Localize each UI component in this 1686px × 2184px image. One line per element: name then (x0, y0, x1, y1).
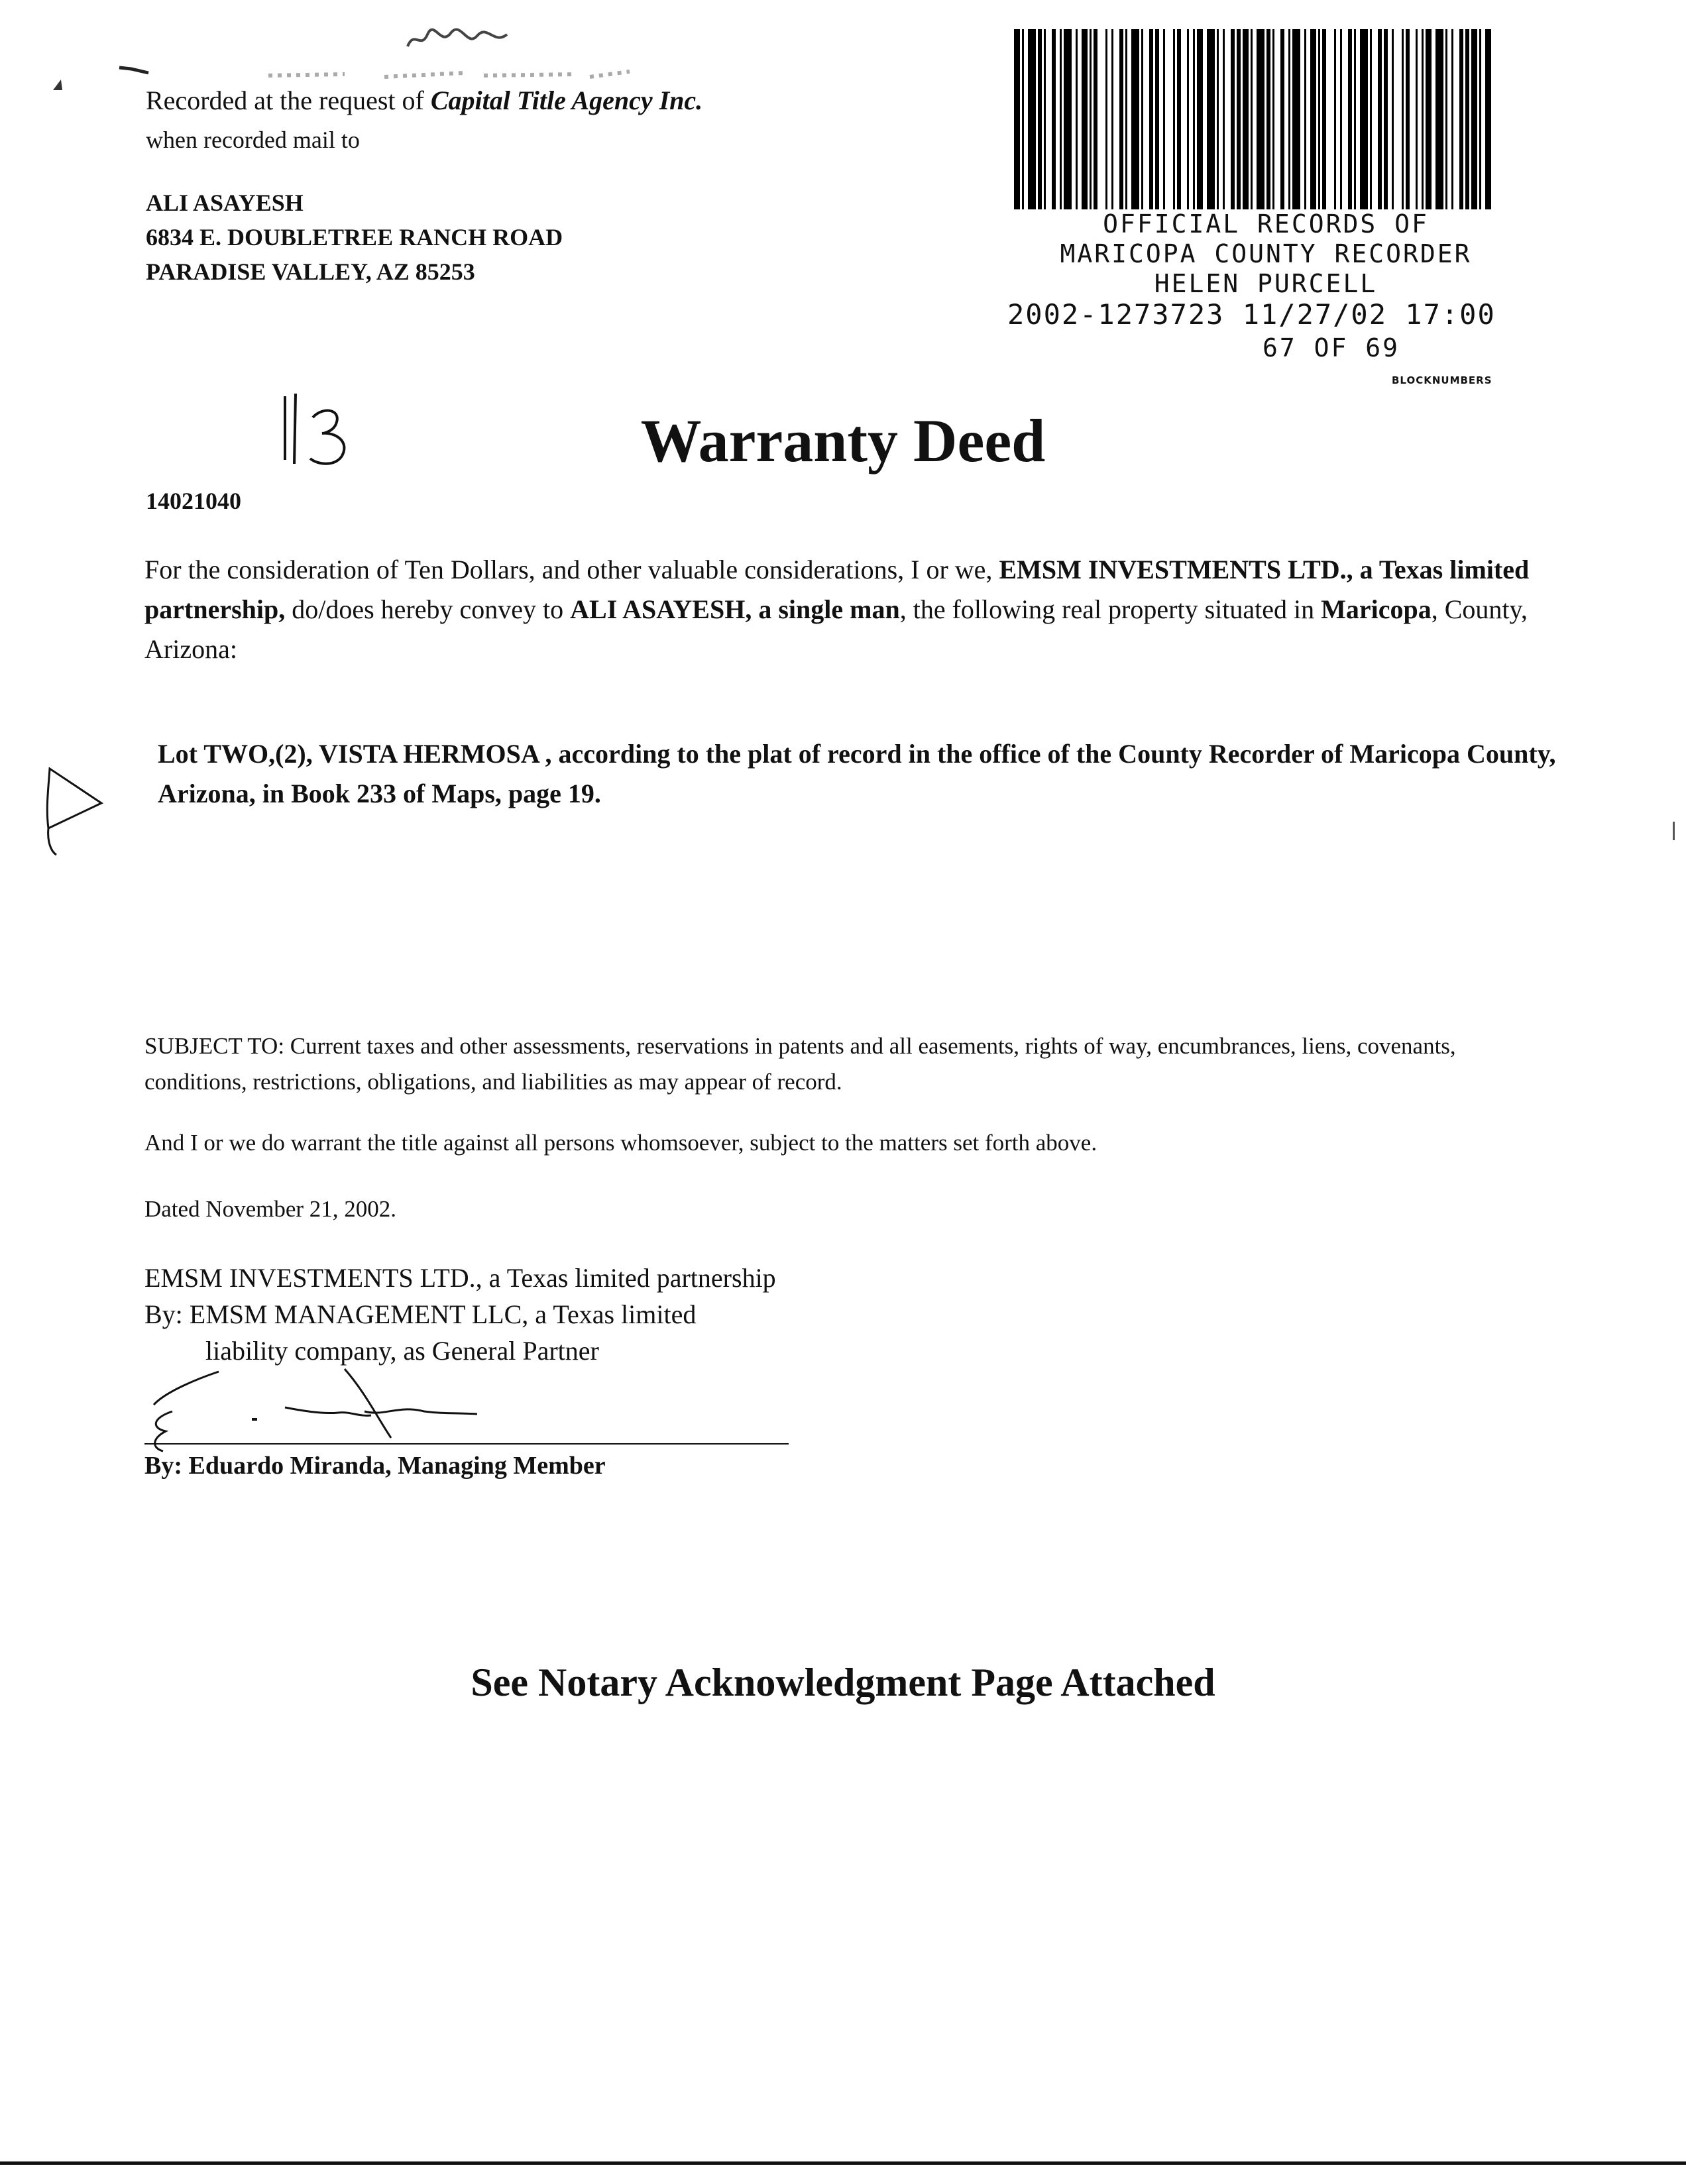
recorder-line-3: HELEN PURCELL (1154, 269, 1378, 298)
signature-grantor-line: EMSM INVESTMENTS LTD., a Texas limited partnership (144, 1263, 776, 1293)
recording-barcode (1014, 29, 1491, 209)
mail-to-address (146, 186, 563, 289)
document-title: Warranty Deed (640, 407, 1046, 474)
mail-to-city: PARADISE VALLEY, AZ 85253 (146, 258, 475, 285)
record-number: 2002-1273723 11/27/02 17:00 (1007, 298, 1496, 331)
bottom-edge-rule (0, 2161, 1686, 2165)
corner-mark (48, 74, 68, 94)
dated-line: Dated November 21, 2002. (144, 1196, 397, 1222)
block-numbers-label: BLOCKNUMBERS (1392, 374, 1492, 386)
legal-description: Lot TWO,(2), VISTA HERMOSA , according to the plat of record in the office of the County Recorder of Maricopa County, Arizona, in Book 233 of Maps, page 19. (158, 739, 1556, 808)
grantee-name: ALI ASAYESH, a single man (570, 594, 900, 624)
title-agency-name: Capital Title Agency Inc. (430, 85, 703, 115)
consideration-text-4: , County, Arizona: (144, 594, 1528, 664)
faint-stamp-mark (265, 61, 636, 87)
subject-to-paragraph: SUBJECT TO: Current taxes and other assessments, reservations in patents and all easements, rights of way, encumbrances, liens, covenants, conditions, restrictions, obligations, and liabilities as may appear of record. (144, 1033, 1456, 1095)
county-name: Maricopa (1321, 594, 1432, 624)
consideration-text-3: , the following real property situated in (899, 594, 1321, 624)
recorded-at-request (146, 85, 702, 116)
page-count: 67 OF 69 (1263, 333, 1400, 362)
top-scribble-mark (404, 27, 510, 53)
notary-notice: See Notary Acknowledgment Page Attached (471, 1661, 1215, 1704)
consideration-text-1: For the consideration of Ten Dollars, and other valuable considerations, I or we, (144, 555, 999, 584)
signer-name-line: By: Eduardo Miranda, Managing Member (144, 1452, 606, 1480)
recorder-line-1: OFFICIAL RECORDS OF (1103, 209, 1429, 239)
grantor-name: EMSM INVESTMENTS LTD., a Texas limited partnership, (144, 555, 1530, 624)
when-recorded-label: when recorded mail to (146, 127, 360, 153)
right-edge-tick (1673, 822, 1675, 840)
document-number: 14021040 (146, 488, 241, 514)
signature-by-line: By: EMSM MANAGEMENT LLC, a Texas limited (144, 1299, 697, 1329)
dash-mark (118, 64, 151, 77)
mail-to-name: ALI ASAYESH (146, 190, 304, 216)
signature-partner-line: liability company, as General Partner (205, 1336, 599, 1366)
recorded-at-prefix: Recorded at the request of (146, 85, 424, 115)
consideration-paragraph (144, 550, 1543, 669)
signature-line (144, 1443, 789, 1445)
consideration-text-2: do/does hereby convey to (285, 594, 571, 624)
recorder-stamp (994, 209, 1538, 299)
handwritten-signature (146, 1365, 557, 1464)
recorder-line-2: MARICOPA COUNTY RECORDER (1060, 239, 1472, 268)
margin-arrow-mark (36, 762, 116, 861)
mail-to-street: 6834 E. DOUBLETREE RANCH ROAD (146, 224, 563, 250)
warranty-statement: And I or we do warrant the title against all persons whomsoever, subject to the matters set forth above. (144, 1130, 1097, 1156)
